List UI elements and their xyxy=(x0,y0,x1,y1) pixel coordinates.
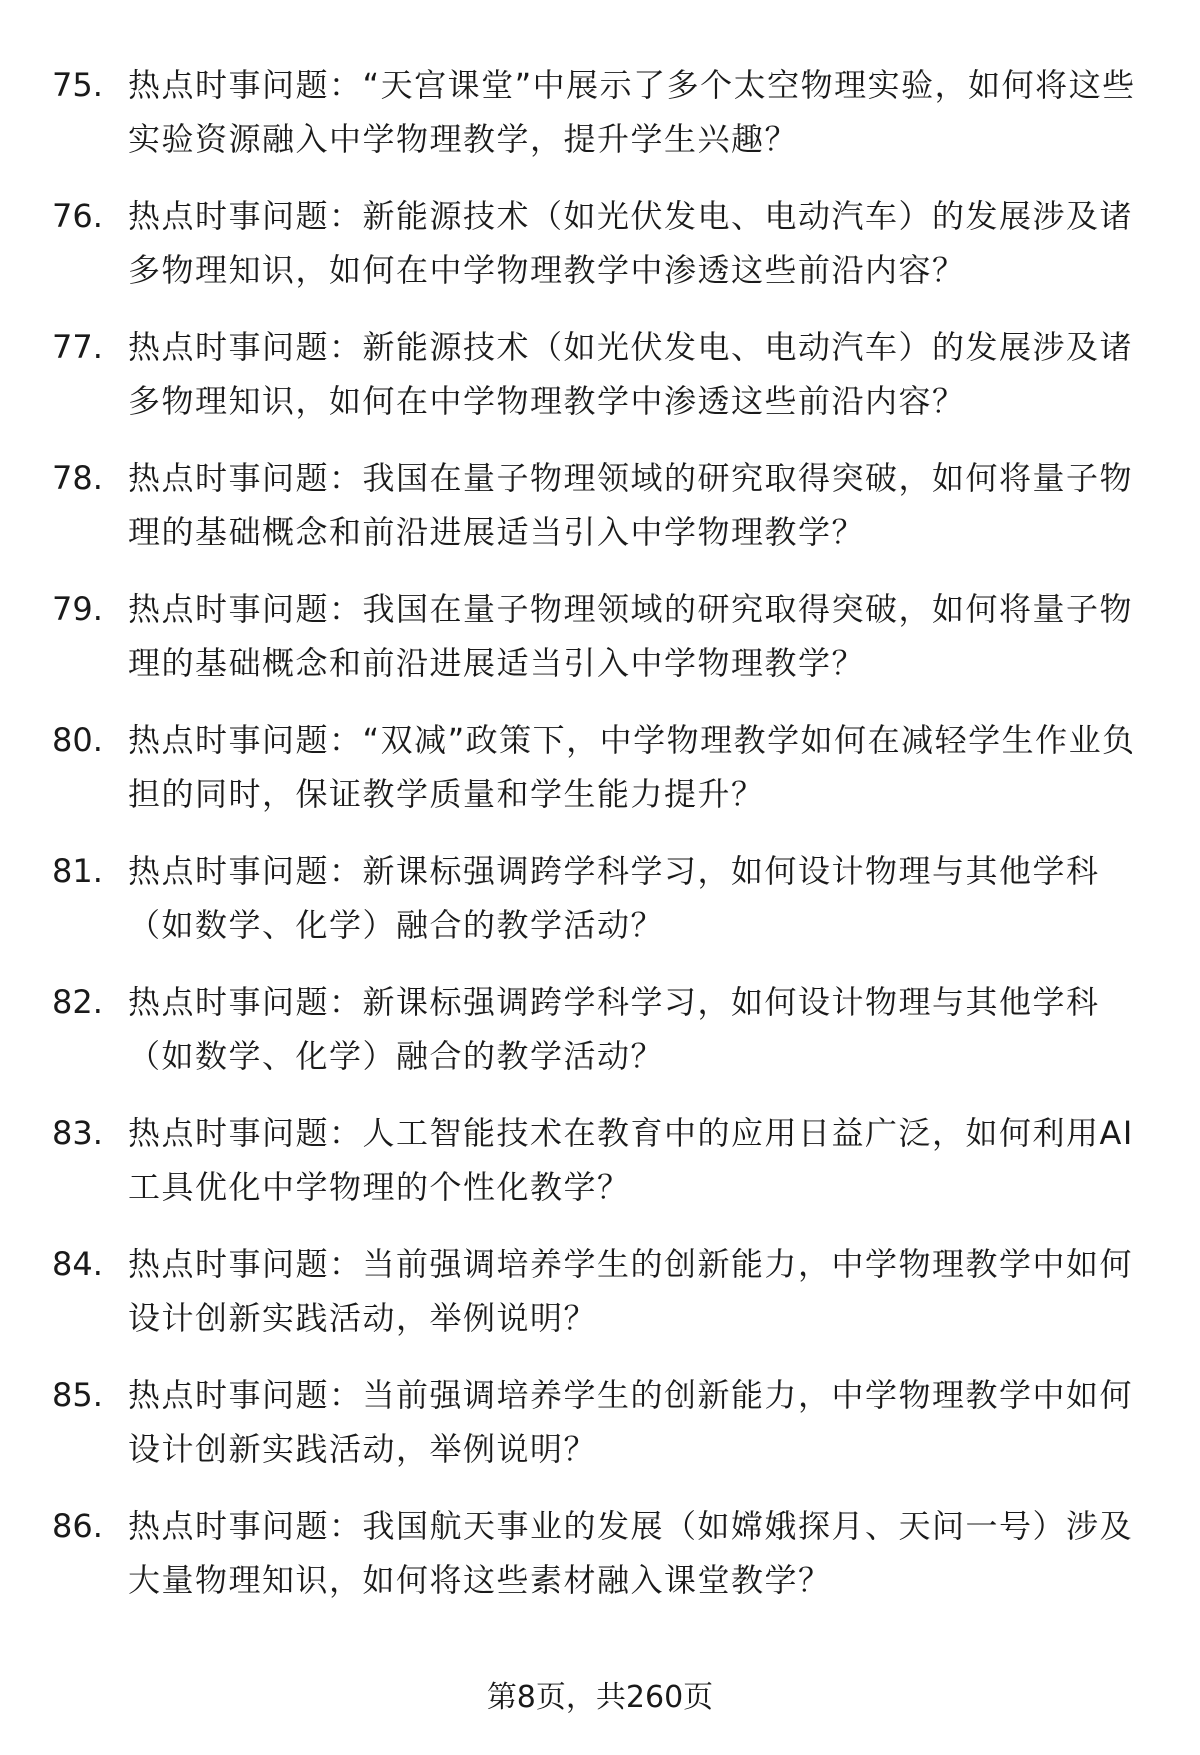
question-item xyxy=(52,1499,1152,1630)
question-text: 热点时事问题：当前强调培养学生的创新能力，中学物理教学中如何设计创新实践活动，举例说明？ xyxy=(128,1245,1134,1337)
question-text: 热点时事问题：“双减”政策下，中学物理教学如何在减轻学生作业负担的同时，保证教学质量和学生能力提升？ xyxy=(128,721,1136,813)
question-item xyxy=(52,582,1152,713)
question-item xyxy=(52,189,1152,320)
question-text: 热点时事问题：人工智能技术在教育中的应用日益广泛，如何利用AI工具优化中学物理的个性化教学？ xyxy=(128,1114,1134,1206)
question-number: 76. xyxy=(52,197,103,235)
question-number: 79. xyxy=(52,590,103,628)
question-text: 热点时事问题：新课标强调跨学科学习，如何设计物理与其他学科（如数学、化学）融合的教学活动？ xyxy=(128,983,1100,1075)
question-item xyxy=(52,975,1152,1106)
question-number: 84. xyxy=(52,1245,103,1283)
question-list xyxy=(52,58,1152,1630)
question-number: 81. xyxy=(52,852,103,890)
question-text: 热点时事问题：我国在量子物理领域的研究取得突破，如何将量子物理的基础概念和前沿进展适当引入中学物理教学？ xyxy=(128,459,1134,551)
question-item xyxy=(52,320,1152,451)
question-item xyxy=(52,713,1152,844)
question-item xyxy=(52,1106,1152,1237)
question-text: 热点时事问题：当前强调培养学生的创新能力，中学物理教学中如何设计创新实践活动，举例说明？ xyxy=(128,1376,1134,1468)
question-text: 热点时事问题：新能源技术（如光伏发电、电动汽车）的发展涉及诸多物理知识，如何在中学物理教学中渗透这些前沿内容？ xyxy=(128,197,1134,289)
question-number: 83. xyxy=(52,1114,103,1152)
question-item xyxy=(52,1368,1152,1499)
question-text: 热点时事问题：新课标强调跨学科学习，如何设计物理与其他学科（如数学、化学）融合的教学活动？ xyxy=(128,852,1100,944)
question-number: 82. xyxy=(52,983,103,1021)
question-text: 热点时事问题：新能源技术（如光伏发电、电动汽车）的发展涉及诸多物理知识，如何在中学物理教学中渗透这些前沿内容？ xyxy=(128,328,1134,420)
page-footer: 第8页，共260页 xyxy=(486,1680,714,1715)
question-text: 热点时事问题：“天宫课堂”中展示了多个太空物理实验，如何将这些实验资源融入中学物理教学，提升学生兴趣？ xyxy=(128,66,1136,158)
question-item xyxy=(52,1237,1152,1368)
question-item xyxy=(52,58,1152,189)
question-item xyxy=(52,844,1152,975)
question-number: 80. xyxy=(52,721,103,759)
question-text: 热点时事问题：我国航天事业的发展（如嫦娥探月、天问一号）涉及大量物理知识，如何将这些素材融入课堂教学？ xyxy=(128,1507,1134,1599)
question-item xyxy=(52,451,1152,582)
question-number: 78. xyxy=(52,459,103,497)
question-number: 86. xyxy=(52,1507,103,1545)
question-number: 75. xyxy=(52,66,103,104)
question-number: 85. xyxy=(52,1376,103,1414)
question-text: 热点时事问题：我国在量子物理领域的研究取得突破，如何将量子物理的基础概念和前沿进展适当引入中学物理教学？ xyxy=(128,590,1134,682)
question-number: 77. xyxy=(52,328,103,366)
